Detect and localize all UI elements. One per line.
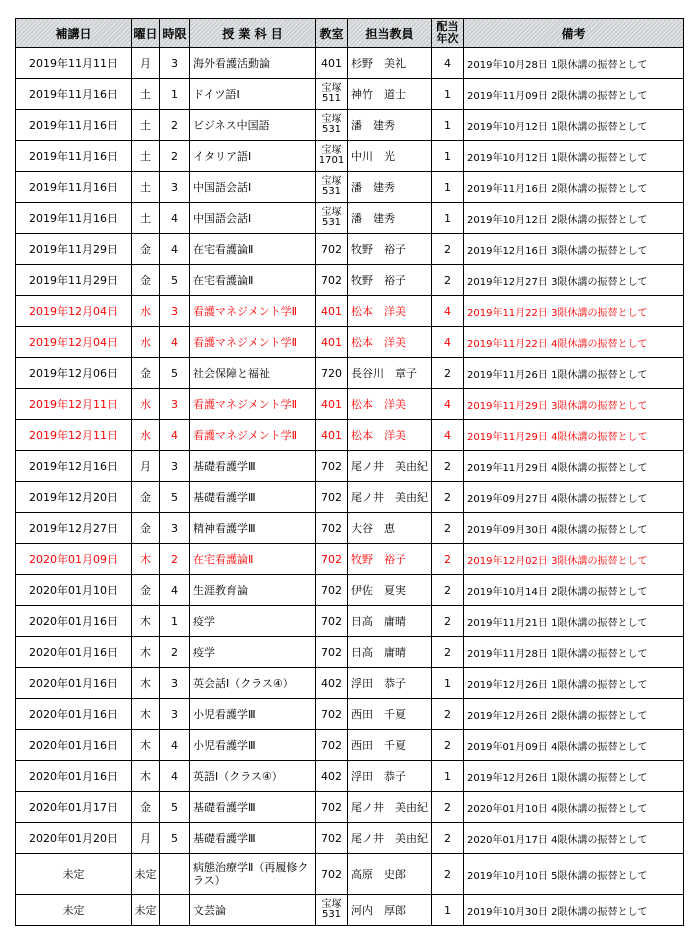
cell-weekday: 月 [132,48,160,79]
cell-subject: 精神看護学Ⅲ [190,513,316,544]
cell-subject: 在宅看護論Ⅱ [190,544,316,575]
table-row [16,451,684,482]
cell-room: 401 [316,420,348,451]
cell-teacher: 尾ノ井 美由紀 [348,792,432,823]
cell-room: 401 [316,389,348,420]
cell-date: 2020年01月20日 [16,823,132,854]
cell-teacher: 神竹 道士 [348,79,432,110]
table-row [16,544,684,575]
cell-year: 1 [432,895,464,926]
cell-weekday: 金 [132,234,160,265]
cell-subject: 社会保障と福祉 [190,358,316,389]
cell-subject: 疫学 [190,606,316,637]
cell-year: 1 [432,761,464,792]
table-row [16,823,684,854]
cell-subject: 文芸論 [190,895,316,926]
cell-remarks: 2019年10月10日 5限休講の振替として [464,854,684,895]
cell-remarks: 2020年01月10日 4限休講の振替として [464,792,684,823]
cell-subject: 海外看護活動論 [190,48,316,79]
cell-remarks: 2019年09月27日 4限休講の振替として [464,482,684,513]
cell-teacher: 松本 洋美 [348,296,432,327]
cell-year: 1 [432,668,464,699]
cell-date: 2019年11月29日 [16,265,132,296]
cell-room: 702 [316,699,348,730]
cell-subject: 中国語会話Ⅰ [190,172,316,203]
cell-date: 2019年12月11日 [16,389,132,420]
cell-weekday: 金 [132,265,160,296]
cell-teacher: 西田 千夏 [348,699,432,730]
cell-year: 2 [432,823,464,854]
cell-teacher: 潘 建秀 [348,172,432,203]
cell-period: 1 [160,79,190,110]
cell-period: 5 [160,265,190,296]
cell-year: 4 [432,389,464,420]
cell-year: 2 [432,792,464,823]
cell-year: 4 [432,327,464,358]
cell-date: 2020年01月16日 [16,699,132,730]
cell-weekday: 未定 [132,854,160,895]
cell-period: 4 [160,327,190,358]
cell-remarks: 2019年10月28日 1限休講の振替として [464,48,684,79]
cell-date: 2020年01月17日 [16,792,132,823]
cell-weekday: 金 [132,575,160,606]
table-row [16,606,684,637]
cell-room: 402 [316,668,348,699]
table-row [16,668,684,699]
header-weekday: 曜日 [132,19,160,48]
cell-date: 2020年01月09日 [16,544,132,575]
table-row [16,141,684,172]
cell-room: 宝塚 511 [316,79,348,110]
cell-year: 2 [432,358,464,389]
header-date: 補講日 [16,19,132,48]
cell-room: 702 [316,637,348,668]
cell-period: 5 [160,823,190,854]
cell-remarks: 2019年12月26日 2限休講の振替として [464,699,684,730]
cell-weekday: 木 [132,699,160,730]
cell-teacher: 尾ノ井 美由紀 [348,451,432,482]
cell-date: 未定 [16,895,132,926]
cell-room: 720 [316,358,348,389]
cell-teacher: 松本 洋美 [348,389,432,420]
cell-remarks: 2019年09月30日 4限休講の振替として [464,513,684,544]
cell-room: 702 [316,823,348,854]
cell-weekday: 土 [132,79,160,110]
cell-weekday: 水 [132,327,160,358]
cell-weekday: 金 [132,513,160,544]
cell-remarks: 2019年12月27日 3限休講の振替として [464,265,684,296]
cell-subject: 看護マネジメント学Ⅱ [190,296,316,327]
cell-weekday: 木 [132,730,160,761]
cell-weekday: 月 [132,823,160,854]
cell-subject: 基礎看護学Ⅲ [190,482,316,513]
cell-teacher: 松本 洋美 [348,327,432,358]
cell-room: 702 [316,544,348,575]
header-room: 教室 [316,19,348,48]
cell-remarks: 2020年01月17日 4限休講の振替として [464,823,684,854]
cell-period: 4 [160,761,190,792]
cell-period: 4 [160,234,190,265]
cell-room: 702 [316,606,348,637]
cell-remarks: 2019年11月21日 1限休講の振替として [464,606,684,637]
cell-subject: 看護マネジメント学Ⅱ [190,420,316,451]
cell-date: 2019年11月11日 [16,48,132,79]
cell-date: 2019年12月20日 [16,482,132,513]
table-row [16,730,684,761]
cell-date: 2019年11月16日 [16,110,132,141]
cell-subject: 小児看護学Ⅲ [190,730,316,761]
cell-remarks: 2019年11月16日 2限休講の振替として [464,172,684,203]
cell-year: 1 [432,203,464,234]
cell-teacher: 牧野 裕子 [348,234,432,265]
cell-year: 2 [432,699,464,730]
cell-date: 2020年01月16日 [16,730,132,761]
cell-year: 2 [432,606,464,637]
cell-date: 2019年11月16日 [16,141,132,172]
cell-subject: イタリア語Ⅰ [190,141,316,172]
table-row [16,203,684,234]
cell-date: 2019年12月06日 [16,358,132,389]
cell-teacher: 中川 光 [348,141,432,172]
cell-remarks: 2019年11月22日 4限休講の振替として [464,327,684,358]
cell-year: 2 [432,544,464,575]
header-period: 時限 [160,19,190,48]
cell-period: 4 [160,730,190,761]
cell-date: 2019年12月11日 [16,420,132,451]
cell-room: 401 [316,327,348,358]
cell-teacher: 日高 庸晴 [348,606,432,637]
cell-date: 2020年01月16日 [16,606,132,637]
cell-weekday: 金 [132,482,160,513]
cell-subject: 病態治療学Ⅱ（再履修クラス） [190,854,316,895]
table-row [16,792,684,823]
cell-room: 702 [316,451,348,482]
cell-period: 2 [160,544,190,575]
table-row [16,327,684,358]
table-row [16,358,684,389]
cell-room: 宝塚 531 [316,895,348,926]
cell-year: 1 [432,141,464,172]
cell-year: 2 [432,637,464,668]
cell-period: 3 [160,668,190,699]
cell-date: 2019年11月16日 [16,79,132,110]
cell-period: 3 [160,296,190,327]
cell-date: 2019年11月16日 [16,203,132,234]
cell-year: 2 [432,451,464,482]
cell-teacher: 牧野 裕子 [348,265,432,296]
cell-weekday: 金 [132,358,160,389]
cell-teacher: 杉野 美礼 [348,48,432,79]
cell-teacher: 伊佐 夏実 [348,575,432,606]
cell-period [160,895,190,926]
cell-date: 2019年12月27日 [16,513,132,544]
cell-teacher: 日高 庸晴 [348,637,432,668]
cell-period: 5 [160,482,190,513]
cell-date: 2020年01月16日 [16,637,132,668]
cell-remarks: 2019年11月29日 3限休講の振替として [464,389,684,420]
cell-remarks: 2019年11月22日 3限休講の振替として [464,296,684,327]
cell-teacher: 尾ノ井 美由紀 [348,482,432,513]
table-row [16,234,684,265]
cell-room: 宝塚 1701 [316,141,348,172]
cell-period: 2 [160,141,190,172]
cell-room: 702 [316,854,348,895]
cell-period: 3 [160,451,190,482]
cell-subject: 小児看護学Ⅲ [190,699,316,730]
cell-subject: 英語Ⅰ（クラス④） [190,761,316,792]
cell-remarks: 2019年11月28日 1限休講の振替として [464,637,684,668]
cell-period: 4 [160,203,190,234]
cell-weekday: 木 [132,606,160,637]
table-row [16,575,684,606]
cell-remarks: 2019年11月29日 4限休講の振替として [464,451,684,482]
cell-subject: ドイツ語Ⅰ [190,79,316,110]
cell-year: 1 [432,110,464,141]
cell-remarks: 2019年11月29日 4限休講の振替として [464,420,684,451]
cell-room: 401 [316,296,348,327]
cell-remarks: 2019年10月12日 1限休講の振替として [464,141,684,172]
cell-weekday: 土 [132,141,160,172]
table-row [16,854,684,895]
cell-subject: 看護マネジメント学Ⅱ [190,327,316,358]
cell-subject: 基礎看護学Ⅲ [190,792,316,823]
header-remarks: 備考 [464,19,684,48]
cell-subject: 在宅看護論Ⅱ [190,234,316,265]
cell-period: 2 [160,110,190,141]
header-teacher: 担当教員 [348,19,432,48]
cell-teacher: 長谷川 章子 [348,358,432,389]
cell-weekday: 水 [132,296,160,327]
cell-date: 2020年01月16日 [16,761,132,792]
cell-remarks: 2019年10月30日 2限休講の振替として [464,895,684,926]
cell-room: 宝塚 531 [316,203,348,234]
cell-weekday: 未定 [132,895,160,926]
cell-period: 5 [160,358,190,389]
cell-weekday: 金 [132,792,160,823]
cell-room: 702 [316,730,348,761]
cell-year: 2 [432,482,464,513]
table-row [16,895,684,926]
cell-period [160,854,190,895]
cell-weekday: 水 [132,389,160,420]
cell-remarks: 2019年11月26日 1限休講の振替として [464,358,684,389]
cell-weekday: 木 [132,668,160,699]
cell-period: 5 [160,792,190,823]
cell-room: 702 [316,513,348,544]
cell-year: 2 [432,730,464,761]
cell-date: 2019年11月16日 [16,172,132,203]
cell-date: 未定 [16,854,132,895]
cell-date: 2019年12月16日 [16,451,132,482]
cell-remarks: 2019年12月26日 1限休講の振替として [464,761,684,792]
cell-period: 1 [160,606,190,637]
cell-teacher: 松本 洋美 [348,420,432,451]
cell-date: 2019年12月04日 [16,296,132,327]
cell-year: 2 [432,265,464,296]
cell-subject: 基礎看護学Ⅲ [190,823,316,854]
header-year [432,19,464,48]
cell-remarks: 2019年12月26日 1限休講の振替として [464,668,684,699]
cell-period: 3 [160,513,190,544]
cell-room: 702 [316,575,348,606]
cell-subject: 中国語会話Ⅰ [190,203,316,234]
cell-year: 4 [432,420,464,451]
cell-teacher: 西田 千夏 [348,730,432,761]
cell-period: 3 [160,699,190,730]
cell-remarks: 2019年10月14日 2限休講の振替として [464,575,684,606]
cell-subject: 生涯教育論 [190,575,316,606]
header-subject: 授 業 科 目 [190,19,316,48]
cell-room: 702 [316,792,348,823]
cell-teacher: 河内 厚郎 [348,895,432,926]
cell-room: 702 [316,482,348,513]
table-row [16,296,684,327]
cell-room: 401 [316,48,348,79]
cell-period: 3 [160,48,190,79]
cell-teacher: 高原 史郎 [348,854,432,895]
table-row [16,513,684,544]
cell-year: 4 [432,296,464,327]
cell-period: 4 [160,575,190,606]
cell-subject: 在宅看護論Ⅱ [190,265,316,296]
cell-room: 宝塚 531 [316,172,348,203]
table-row [16,110,684,141]
cell-room: 702 [316,234,348,265]
cell-remarks: 2019年12月02日 3限休講の振替として [464,544,684,575]
table-header-row [16,19,684,48]
table-row [16,389,684,420]
cell-room: 702 [316,265,348,296]
cell-weekday: 木 [132,637,160,668]
cell-subject: ビジネス中国語 [190,110,316,141]
cell-year: 1 [432,172,464,203]
cell-period: 2 [160,637,190,668]
cell-weekday: 月 [132,451,160,482]
cell-year: 2 [432,575,464,606]
cell-subject: 看護マネジメント学Ⅱ [190,389,316,420]
table-row [16,637,684,668]
cell-remarks: 2019年12月16日 3限休講の振替として [464,234,684,265]
cell-remarks: 2019年10月12日 1限休講の振替として [464,110,684,141]
cell-date: 2020年01月10日 [16,575,132,606]
header-year-line2: 年次 [436,32,459,45]
table-body [16,48,684,926]
table-row [16,420,684,451]
table-row [16,482,684,513]
cell-remarks: 2019年01月09日 4限休講の振替として [464,730,684,761]
cell-teacher: 牧野 裕子 [348,544,432,575]
cell-weekday: 土 [132,172,160,203]
cell-teacher: 大谷 恵 [348,513,432,544]
header-year-line1: 配当 [436,20,459,33]
table-row [16,699,684,730]
cell-teacher: 浮田 恭子 [348,668,432,699]
table-row [16,761,684,792]
cell-year: 2 [432,854,464,895]
cell-date: 2019年11月29日 [16,234,132,265]
table-row [16,265,684,296]
table-row [16,48,684,79]
cell-period: 3 [160,172,190,203]
cell-year: 4 [432,48,464,79]
cell-date: 2020年01月16日 [16,668,132,699]
cell-room: 宝塚 531 [316,110,348,141]
cell-period: 4 [160,420,190,451]
cell-remarks: 2019年10月12日 2限休講の振替として [464,203,684,234]
cell-year: 2 [432,513,464,544]
cell-teacher: 尾ノ井 美由紀 [348,823,432,854]
cell-year: 2 [432,234,464,265]
cell-year: 1 [432,79,464,110]
cell-period: 3 [160,389,190,420]
cell-teacher: 浮田 恭子 [348,761,432,792]
makeup-class-table [15,18,684,926]
cell-remarks: 2019年11月09日 2限休講の振替として [464,79,684,110]
cell-subject: 疫学 [190,637,316,668]
cell-weekday: 木 [132,761,160,792]
table-row [16,79,684,110]
table-row [16,172,684,203]
cell-weekday: 土 [132,110,160,141]
cell-subject: 基礎看護学Ⅲ [190,451,316,482]
cell-teacher: 潘 建秀 [348,110,432,141]
cell-teacher: 潘 建秀 [348,203,432,234]
cell-weekday: 土 [132,203,160,234]
cell-weekday: 水 [132,420,160,451]
cell-room: 402 [316,761,348,792]
cell-subject: 英会話Ⅰ（クラス④） [190,668,316,699]
cell-date: 2019年12月04日 [16,327,132,358]
cell-weekday: 木 [132,544,160,575]
